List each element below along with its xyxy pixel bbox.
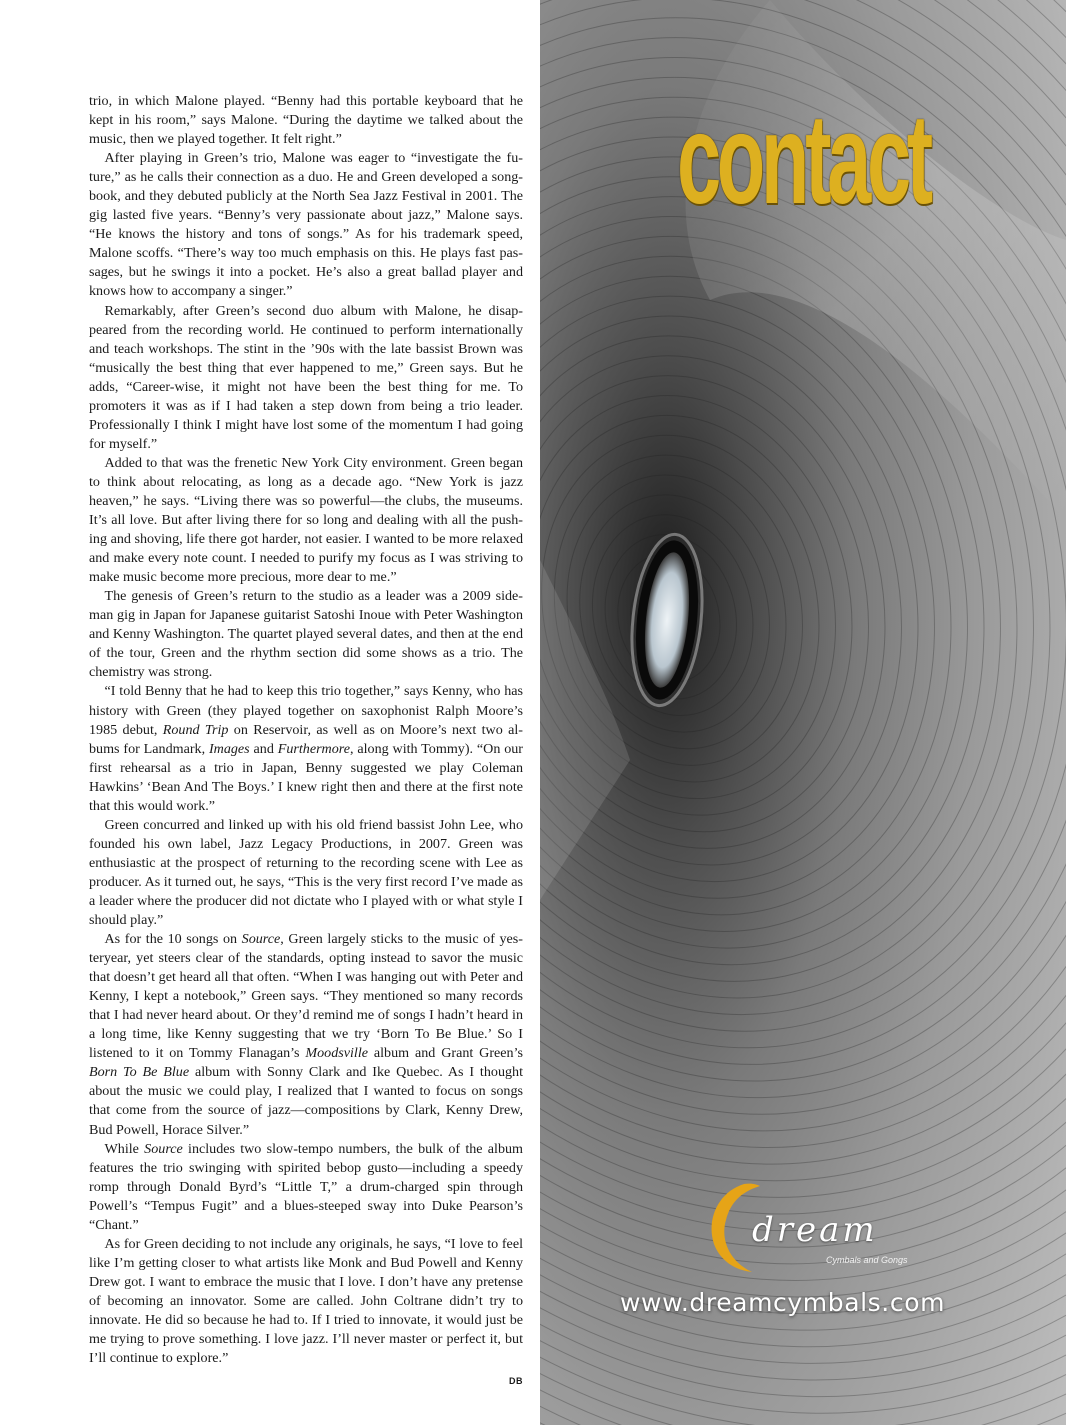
article-paragraph bbox=[89, 930, 523, 1140]
article-paragraph bbox=[89, 816, 523, 930]
italic-title: Born To Be Blue bbox=[89, 1064, 190, 1081]
article-paragraph bbox=[89, 1140, 523, 1235]
article-paragraphs bbox=[89, 92, 523, 1368]
text-run: album and Grant Green’s bbox=[368, 1045, 523, 1062]
text-run: The genesis of Green’s return to the studio as a leader was a 2009 sideman gig in Japan for Japanese guitarist Satoshi Inoue with Peter Washington and Kenny Washington. The quartet played several dates, and then at the end of the tour, Green and the rhythm section did some shows as a trio. The chemistry was strong. bbox=[89, 588, 523, 681]
end-mark: DB bbox=[509, 1376, 523, 1387]
text-run: As for Green deciding to not include any originals, he says, “I love to feel like I’m getting closer to what artists like Monk and Bud Powell and Kenny Drew got. I want to embrace the music that I love. I don’t have any pretense of becoming an innovator. Some are called. John Coltrane didn’t try to innovate. He did so because he had to. If I tried to innovate, it would just be me trying to prove something. I love jazz. I’ll never master or perfect it, but I’ll continue to explore.” bbox=[89, 1235, 523, 1367]
article-paragraph bbox=[89, 149, 523, 301]
dream-cymbals-ad bbox=[540, 0, 1066, 1425]
italic-title: Round Trip bbox=[162, 721, 229, 738]
text-run: album with Sonny Clark and Ike Quebec. As I thought about the music we could play, I realized that I wanted to focus on songs that come from the source of jazz—compositions by Clark, Kenny Drew, Bud Powell, Horace Silver.” bbox=[89, 1064, 523, 1138]
text-run: and bbox=[249, 740, 278, 757]
brand-wordmark: dream bbox=[752, 1210, 878, 1250]
text-run: Green concurred and linked up with his old friend bassist John Lee, who founded his own label, Jazz Legacy Productions, in 2007. Green was enthusiastic at the prospect of returning to the recording scene with Lee as producer. As it turned out, he says, “This is the very first record I’ve made as a leader where the producer did not dictate who I played with or what style I should play.” bbox=[89, 816, 523, 929]
text-run: Added to that was the frenetic New York City environment. Green began to think about relocating, as long as a decade ago. “New York is jazz heaven,” he says. “Living there was so powerful—the clubs, the museums. It’s all love. But after living there for so long and dealing with all the pushing and shoving, life there got harder, not easier. I wanted to be more relaxed and make every note count. I needed to purify my focus as I was striving to make music become more precious, more dear to me.” bbox=[89, 454, 523, 586]
italic-title: Moodsville bbox=[305, 1045, 369, 1062]
brand-tagline: Cymbals and Gongs bbox=[826, 1255, 908, 1265]
article-paragraph bbox=[89, 302, 523, 454]
article-paragraph bbox=[89, 454, 523, 587]
article-paragraph bbox=[89, 92, 523, 149]
text-run: , Green largely sticks to the music of yesteryear, yet steers clear of the standards, opting instead to savor the music that doesn’t get heard all that often. “When I was hanging out with Peter and Kenny, I kept a notebook,” Green says. “They mentioned so many records that I had never heard about. Or they’d remind me of songs I hadn’t heard in a long time, like Kenny suggesting that we try ‘Born To Be Blue.’ So I listened to it on Tommy Flanagan’s bbox=[89, 931, 523, 1062]
italic-title: Furthermore bbox=[277, 740, 351, 757]
article-paragraph bbox=[89, 682, 523, 815]
dream-logo bbox=[700, 1176, 950, 1276]
text-run: “I told Benny that he had to keep this trio together,” says Kenny, who has history with Green (they played together on saxophonist Ralph Moore’s 1985 debut, bbox=[89, 683, 523, 738]
text-run: includes two slow-tempo numbers, the bulk of the album features the trio swinging with spirited bebop gusto—including a speedy romp through Donald Byrd’s “Little T,” a drum-charged spin through Powell’s “Tempus Fugit” and a blues-steeped sway into Duke Pearson’s “Chant.” bbox=[89, 1140, 523, 1233]
article-paragraph bbox=[89, 1235, 523, 1368]
text-run: While bbox=[104, 1140, 145, 1157]
text-run: trio, in which Malone played. “Benny had this portable keyboard that he kept in his room,” says Malone. “During the daytime we talked about the music, then we played together. It felt right.” bbox=[89, 93, 523, 148]
website-url[interactable]: www.dreamcymbals.com bbox=[620, 1288, 946, 1317]
italic-title: Images bbox=[208, 740, 250, 757]
text-run: Remarkably, after Green’s second duo album with Malone, he disappeared from the recording world. He continued to perform internationally and teach workshops. The stint in the ’90s with the late bassist Brown was “musically the best thing that ever happened to me,” Green says. But he adds, “Career-wise, it might not have been the best thing for me. To promoters it was as if I had taken a step down from being a trio leader. Professionally I think I might have lost some of the momentum I had going for myself.” bbox=[89, 302, 523, 452]
article-body bbox=[89, 92, 523, 1391]
text-run: As for the 10 songs on bbox=[104, 931, 242, 948]
text-run: on Reservoir, as well as on Moore’s next two albums for Landmark, bbox=[89, 721, 523, 757]
article-paragraph bbox=[89, 587, 523, 682]
italic-title: Source bbox=[241, 931, 281, 948]
text-run: After playing in Green’s trio, Malone was eager to “investigate the future,” as he calls their connection as a duo. He and Green developed a songbook, and they debuted publicly at the North Sea Jazz Festival in 2001. The gig lasted five years. “Benny’s very passionate about jazz,” Malone says. “He knows the history and tons of songs.” As for his trademark speed, Malone scoffs. “There’s way too much emphasis on this. He plays fast passages, but he swings it into a pocket. He’s also a great ballad player and knows how to accompany a singer.” bbox=[89, 150, 523, 300]
text-run: , along with Tommy). “On our first rehearsal as a trio in Japan, Benny suggested we play Coleman Hawkins’ ‘Bean And The Boys.’ I knew right then and there at the first note that this would work.” bbox=[89, 740, 523, 814]
italic-title: Source bbox=[144, 1140, 183, 1157]
contact-headline: contact bbox=[677, 88, 929, 231]
